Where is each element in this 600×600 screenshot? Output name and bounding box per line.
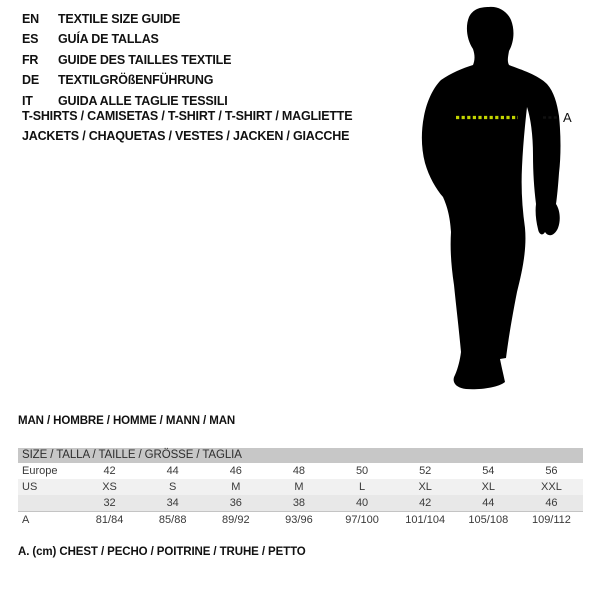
table-cell: XL: [418, 481, 432, 493]
language-label: GUÍA DE TALLAS: [58, 32, 159, 47]
table-cell: 32: [103, 497, 116, 509]
language-row-fr: [22, 50, 231, 70]
table-cell: XXL: [541, 481, 562, 493]
language-code: FR: [22, 52, 39, 67]
table-cell: XL: [481, 481, 496, 493]
language-row-es: [22, 29, 231, 49]
size-table-header: SIZE / TALLA / TAILLE / GRÖSSE / TAGLIA: [18, 448, 583, 463]
table-cell: 101/104: [405, 514, 446, 526]
table-cell: 44: [482, 497, 495, 509]
table-row-us: [18, 479, 583, 495]
table-cell: 46: [545, 497, 558, 509]
table-cell: XS: [102, 481, 117, 493]
table-cell: 42: [419, 497, 432, 509]
table-cell: 105/108: [468, 514, 509, 526]
table-cell: 36: [229, 497, 242, 509]
category-jackets: JACKETS / CHAQUETAS / VESTES / JACKEN / GIACCHE: [22, 129, 350, 143]
row-label: Europe: [22, 465, 58, 477]
language-label: TEXTILE SIZE GUIDE: [58, 12, 181, 26]
table-row-chest-cm: [18, 511, 583, 529]
table-cell: 97/100: [345, 514, 379, 526]
table-cell: 81/84: [95, 514, 124, 526]
table-cell: 46: [229, 465, 242, 477]
table-cell: 89/92: [222, 514, 250, 526]
language-row-en: [22, 9, 231, 29]
language-label: GUIDA ALLE TAGLIE TESSILI: [58, 93, 228, 108]
table-cell: 42: [103, 465, 116, 477]
table-cell: 34: [166, 497, 179, 509]
table-cell: 54: [482, 465, 495, 477]
section-title-man: MAN / HOMBRE / HOMME / MANN / MAN: [18, 415, 236, 427]
man-silhouette-figure: [405, 0, 585, 400]
language-list: [22, 9, 231, 111]
language-label: GUIDE DES TAILLES TEXTILE: [58, 52, 232, 67]
language-code: EN: [22, 12, 39, 26]
measurement-a-label: A: [563, 110, 572, 125]
language-row-de: [22, 70, 231, 90]
man-silhouette: [422, 7, 561, 389]
garment-categories: [22, 106, 352, 146]
size-table: [18, 448, 583, 529]
language-code: DE: [22, 73, 39, 88]
table-cell: 44: [166, 465, 179, 477]
row-label: A: [22, 514, 30, 526]
table-cell: L: [359, 481, 366, 493]
row-label: US: [22, 481, 38, 493]
table-cell: S: [169, 481, 177, 493]
table-cell: 48: [292, 465, 306, 477]
language-label: TEXTILGRÖßENFÜHRUNG: [58, 73, 214, 88]
table-cell: M: [231, 481, 241, 493]
table-cell: 40: [355, 497, 369, 509]
language-code: ES: [22, 32, 39, 47]
language-code: IT: [22, 93, 33, 108]
table-cell: 109/112: [531, 514, 571, 526]
table-cell: 93/96: [285, 514, 313, 526]
table-cell: 56: [545, 465, 558, 477]
table-row-secondary-sizes: [18, 495, 583, 511]
table-cell: 52: [419, 465, 432, 477]
measurement-footnote: A. (cm) CHEST / PECHO / POITRINE / TRUHE / PETTO: [18, 546, 306, 558]
table-cell: 85/88: [158, 514, 187, 526]
table-cell: 38: [292, 497, 306, 509]
table-cell: 50: [355, 465, 369, 477]
table-row-europe: [18, 463, 583, 479]
table-cell: M: [294, 481, 304, 493]
category-tshirts: T-SHIRTS / CAMISETAS / T-SHIRT / T-SHIRT / MAGLIETTE: [22, 109, 353, 123]
